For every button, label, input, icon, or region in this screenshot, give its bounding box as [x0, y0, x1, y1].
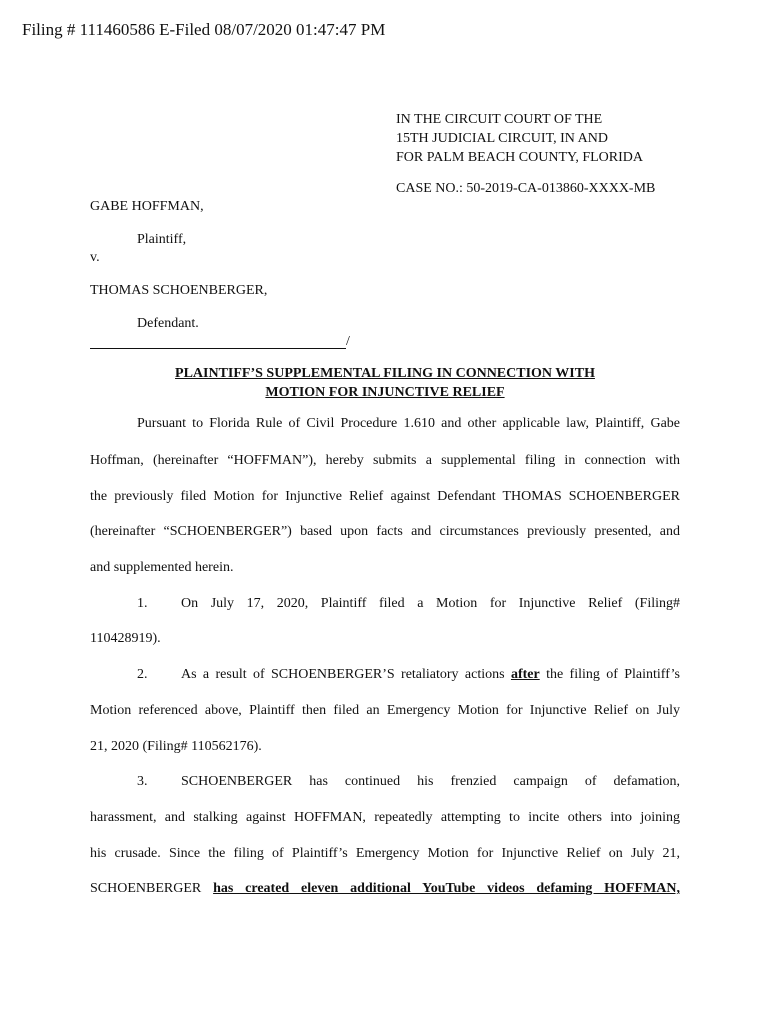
- paragraph-number-3: 3.: [137, 774, 148, 789]
- para2-line-3: 21, 2020 (Filing# 110562176).: [90, 739, 262, 754]
- intro-line-1: Pursuant to Florida Rule of Civil Procedure 1.610 and other applicable law, Plaintiff, Gabe: [137, 416, 680, 431]
- case-number: CASE NO.: 50-2019-CA-013860-XXXX-MB: [396, 181, 656, 196]
- para3-line-4: [90, 881, 680, 897]
- para2-emphasis-after: after: [510, 667, 540, 682]
- intro-line-2: Hoffman, (hereinafter “HOFFMAN”), hereby submits a supplemental filing in connection with: [90, 453, 680, 468]
- defendant-role: Defendant.: [137, 316, 199, 331]
- intro-line-4: (hereinafter “SCHOENBERGER”) based upon facts and circumstances previously presented, and: [90, 524, 680, 539]
- para3-line-2: harassment, and stalking against HOFFMAN, repeatedly attempting to incite others into joining: [90, 810, 680, 825]
- plaintiff-role: Plaintiff,: [137, 232, 187, 247]
- para3-line-4-pre: SCHOENBERGER: [90, 881, 214, 896]
- intro-line-5: and supplemented herein.: [90, 560, 234, 575]
- caption-slash: /: [346, 334, 350, 349]
- para2-line-2: Motion referenced above, Plaintiff then filed an Emergency Motion for Injunctive Relief on July: [90, 703, 680, 718]
- paragraph-number-1: 1.: [137, 596, 148, 611]
- para2-line-1-post: the filing of Plaintiff’s: [539, 667, 680, 682]
- filing-header: Filing # 111460586 E-Filed 08/07/2020 01:47:47 PM: [22, 20, 386, 39]
- caption-rule: [90, 334, 346, 349]
- court-line-2: 15TH JUDICIAL CIRCUIT, IN AND: [396, 131, 608, 146]
- para3-line-1: SCHOENBERGER has continued his frenzied campaign of defamation,: [181, 774, 680, 789]
- versus: v.: [90, 250, 100, 265]
- paragraph-number-2: 2.: [137, 667, 148, 682]
- para3-emphasis: has created eleven additional YouTube videos defaming HOFFMAN,: [213, 881, 680, 896]
- court-line-3: FOR PALM BEACH COUNTY, FLORIDA: [396, 150, 643, 165]
- court-line-1: IN THE CIRCUIT COURT OF THE: [396, 112, 603, 127]
- document-title-line-1: PLAINTIFF’S SUPPLEMENTAL FILING IN CONNECTION WITH: [175, 366, 595, 381]
- defendant-name: THOMAS SCHOENBERGER,: [90, 283, 268, 298]
- para1-line-2: 110428919).: [90, 631, 161, 646]
- para2-line-1: [181, 667, 680, 683]
- intro-line-3: the previously filed Motion for Injunctive Relief against Defendant THOMAS SCHOENBERGER: [90, 489, 680, 504]
- document-title-line-2: MOTION FOR INJUNCTIVE RELIEF: [265, 385, 505, 400]
- para2-line-1-pre: As a result of SCHOENBERGER’S retaliatory actions: [181, 667, 511, 682]
- plaintiff-name: GABE HOFFMAN,: [90, 199, 204, 214]
- para3-line-3: his crusade. Since the filing of Plaintiff’s Emergency Motion for Injunctive Relief on July 21,: [90, 846, 680, 861]
- para1-line-1: On July 17, 2020, Plaintiff filed a Motion for Injunctive Relief (Filing#: [181, 596, 680, 611]
